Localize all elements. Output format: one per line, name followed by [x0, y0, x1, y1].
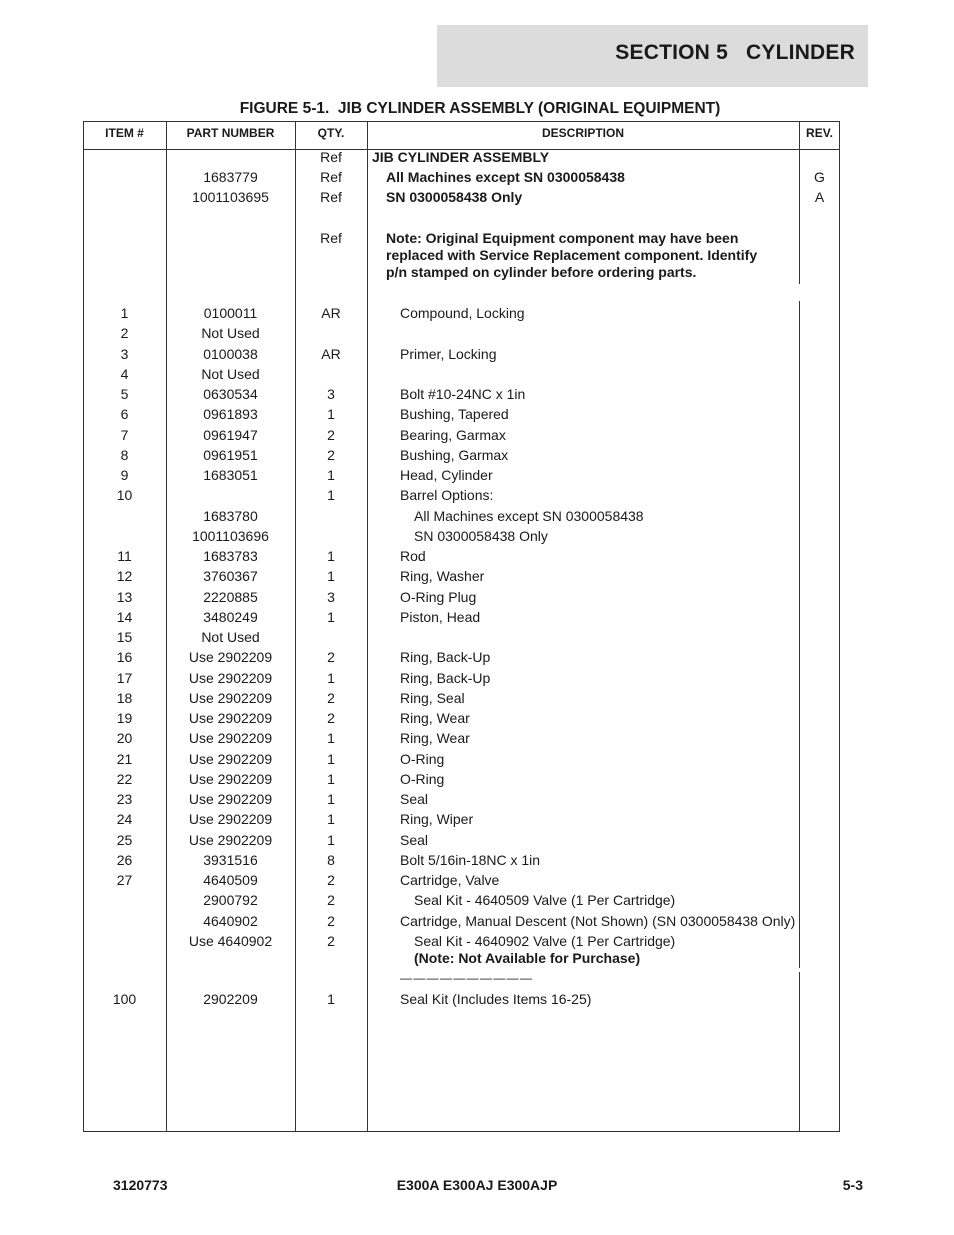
row-qty: 1: [327, 791, 335, 807]
row-item-number: 10: [116, 487, 133, 503]
row-description: O-Ring: [400, 771, 445, 787]
note-line: Note: Original Equipment component may have been: [386, 230, 739, 246]
row-qty: AR: [321, 346, 341, 362]
row-description: Cartridge, Manual Descent (Not Shown) (SN 0300058438 Only): [400, 913, 796, 929]
assembly-qty: Ref: [320, 169, 342, 185]
row-item-number: 20: [116, 730, 133, 746]
row-qty: 1: [327, 771, 335, 787]
row-part-number: 3760367: [203, 568, 258, 584]
row-item-number: 16: [116, 649, 133, 665]
models: E300A E300AJ E300AJP: [396, 1177, 558, 1193]
note-line: replaced with Service Replacement component. Identify: [386, 247, 758, 263]
assembly-qty: Ref: [320, 189, 342, 205]
row-description: All Machines except SN 0300058438: [414, 508, 644, 524]
row-part-number: 0100011: [203, 305, 258, 321]
row-part-number: 4640902: [203, 913, 258, 929]
row-qty: 2: [327, 690, 335, 706]
row-item-number: 19: [116, 710, 133, 726]
row-qty: 1: [327, 670, 335, 686]
row-part-number: 0630534: [203, 386, 258, 402]
kit-item: 100: [112, 991, 137, 1007]
row-item-number: 11: [117, 548, 132, 564]
row-item-number: 9: [120, 467, 129, 483]
column-divider: [295, 121, 296, 1132]
row-description: Ring, Wear: [400, 730, 470, 746]
row-item-number: 17: [116, 670, 133, 686]
row-description: Seal Kit - 4640902 Valve (1 Per Cartridge): [414, 933, 676, 949]
row-item-number: 14: [116, 609, 133, 625]
separator-line: — — — — — — — — — —: [400, 971, 532, 985]
row-part-number: Use 2902209: [188, 730, 273, 746]
section-header: [437, 25, 868, 87]
row-qty: 2: [327, 933, 335, 949]
row-description: Ring, Wiper: [400, 811, 474, 827]
row-part-number: 4640509: [203, 872, 258, 888]
row-part-number: 2900792: [203, 892, 258, 908]
row-item-number: 15: [116, 629, 133, 645]
row-part-number: Use 2902209: [188, 751, 273, 767]
row-description: Rod: [400, 548, 426, 564]
row-part-number: 0961893: [203, 406, 258, 422]
row-description: Ring, Back-Up: [400, 649, 491, 665]
row-description: Bearing, Garmax: [400, 427, 506, 443]
header-part-number: PART NUMBER: [186, 126, 275, 140]
assembly-qty: Ref: [320, 149, 342, 165]
row-description: Seal: [400, 832, 429, 848]
row-description: O-Ring: [400, 751, 445, 767]
row-item-number: 12: [116, 568, 133, 584]
row-part-number: Use 2902209: [188, 649, 273, 665]
row-item-number: 25: [116, 832, 133, 848]
row-part-number: Use 4640902: [188, 933, 273, 949]
row-description: Ring, Washer: [400, 568, 485, 584]
assembly-part-number: 1683779: [203, 169, 258, 185]
row-item-number: 27: [116, 872, 133, 888]
column-divider: [799, 972, 800, 1132]
header-rev: REV.: [806, 126, 833, 140]
assembly-description: SN 0300058438 Only: [386, 189, 523, 205]
row-description: Seal: [400, 791, 429, 807]
header-item: ITEM #: [105, 126, 144, 140]
assembly-title: JIB CYLINDER ASSEMBLY: [372, 149, 550, 165]
row-item-number: 7: [120, 427, 129, 443]
row-description: Bolt #10-24NC x 1in: [400, 386, 526, 402]
row-part-number: Use 2902209: [188, 811, 273, 827]
row-part-number: Use 2902209: [188, 710, 273, 726]
row-part-number: 0961947: [203, 427, 258, 443]
row-item-number: 3: [120, 346, 129, 362]
row-qty: 1: [327, 568, 335, 584]
row-part-number: 0961951: [203, 447, 258, 463]
row-item-number: 24: [116, 811, 133, 827]
assembly-description: All Machines except SN 0300058438: [386, 169, 625, 185]
row-part-number: 2220885: [203, 589, 258, 605]
row-part-number: Use 2902209: [188, 771, 273, 787]
row-item-number: 22: [116, 771, 133, 787]
row-qty: 1: [327, 406, 335, 422]
row-part-number: 1683783: [203, 548, 258, 564]
kit-qty: 1: [327, 991, 335, 1007]
column-divider: [166, 121, 167, 1132]
row-qty: 3: [327, 386, 335, 402]
row-qty: AR: [321, 305, 341, 321]
assembly-part-number: 1001103695: [192, 189, 269, 205]
row-description: O-Ring Plug: [400, 589, 477, 605]
row-part-number: Use 2902209: [188, 791, 273, 807]
row-description: Bolt 5/16in-18NC x 1in: [400, 852, 541, 868]
row-qty: 2: [327, 447, 335, 463]
row-part-number: 3480249: [203, 609, 258, 625]
column-divider: [367, 121, 368, 1132]
row-item-number: 26: [116, 852, 133, 868]
row-qty: 1: [327, 811, 335, 827]
row-description: Bushing, Garmax: [400, 447, 509, 463]
row-item-number: 4: [120, 366, 129, 382]
row-part-number: 1001103696: [192, 528, 269, 544]
header-qty: QTY.: [317, 126, 345, 140]
row-part-number: 1683051: [203, 467, 258, 483]
row-item-number: 18: [116, 690, 133, 706]
row-qty: 2: [327, 649, 335, 665]
row-part-number: Use 2902209: [188, 670, 273, 686]
row-qty: 2: [327, 710, 335, 726]
note-line: p/n stamped on cylinder before ordering parts.: [386, 264, 697, 280]
row-qty: 3: [327, 589, 335, 605]
row-item-number: 1: [120, 305, 129, 321]
row-description: Seal Kit - 4640509 Valve (1 Per Cartridge): [414, 892, 676, 908]
row-qty: 1: [327, 730, 335, 746]
row-qty: 2: [327, 913, 335, 929]
row-part-number: Not Used: [201, 629, 260, 645]
row-part-number: Use 2902209: [188, 832, 273, 848]
row-qty: 8: [327, 852, 335, 868]
row-qty: 2: [327, 892, 335, 908]
row-part-number: 0100038: [203, 346, 258, 362]
kit-part-number: 2902209: [203, 991, 258, 1007]
row-qty: 1: [327, 832, 335, 848]
row-description: Compound, Locking: [400, 305, 525, 321]
row-part-number: 1683780: [203, 508, 258, 524]
row-qty: 2: [327, 872, 335, 888]
row-item-number: 5: [120, 386, 129, 402]
row-part-number: 3931516: [203, 852, 258, 868]
doc-number: 3120773: [113, 1177, 168, 1193]
row-qty: 1: [327, 487, 335, 503]
row-item-number: 8: [120, 447, 129, 463]
row-qty: 2: [327, 427, 335, 443]
row-description: Primer, Locking: [400, 346, 497, 362]
row-item-number: 13: [116, 589, 133, 605]
header-description: DESCRIPTION: [541, 126, 624, 140]
row-qty: 1: [327, 548, 335, 564]
row-part-number: Not Used: [201, 325, 260, 341]
note-qty: Ref: [320, 230, 342, 246]
row-description: SN 0300058438 Only: [414, 528, 548, 544]
row-qty: 1: [327, 609, 335, 625]
row-part-number: Use 2902209: [188, 690, 273, 706]
column-divider: [799, 301, 800, 968]
row-description: Ring, Back-Up: [400, 670, 491, 686]
row-qty: 1: [327, 751, 335, 767]
figure-title: FIGURE 5-1. JIB CYLINDER ASSEMBLY (ORIGINAL EQUIPMENT): [239, 100, 721, 117]
assembly-rev: G: [814, 169, 825, 185]
row-description: Cartridge, Valve: [400, 872, 500, 888]
row-item-number: 2: [120, 325, 129, 341]
row-item-number: 23: [116, 791, 133, 807]
row-description: Piston, Head: [400, 609, 481, 625]
row-item-number: 6: [120, 406, 129, 422]
row-qty: 1: [327, 467, 335, 483]
row-description: Barrel Options:: [400, 487, 494, 503]
page-number: 5-3: [842, 1177, 863, 1193]
purchase-note: (Note: Not Available for Purchase): [414, 950, 641, 966]
kit-description: Seal Kit (Includes Items 16-25): [400, 991, 592, 1007]
row-part-number: Not Used: [201, 366, 260, 382]
section-title: SECTION 5 CYLINDER: [615, 41, 855, 64]
row-description: Ring, Wear: [400, 710, 470, 726]
row-description: Head, Cylinder: [400, 467, 493, 483]
row-description: Bushing, Tapered: [400, 406, 509, 422]
row-description: Ring, Seal: [400, 690, 465, 706]
assembly-rev: A: [814, 189, 825, 205]
row-item-number: 21: [116, 751, 133, 767]
